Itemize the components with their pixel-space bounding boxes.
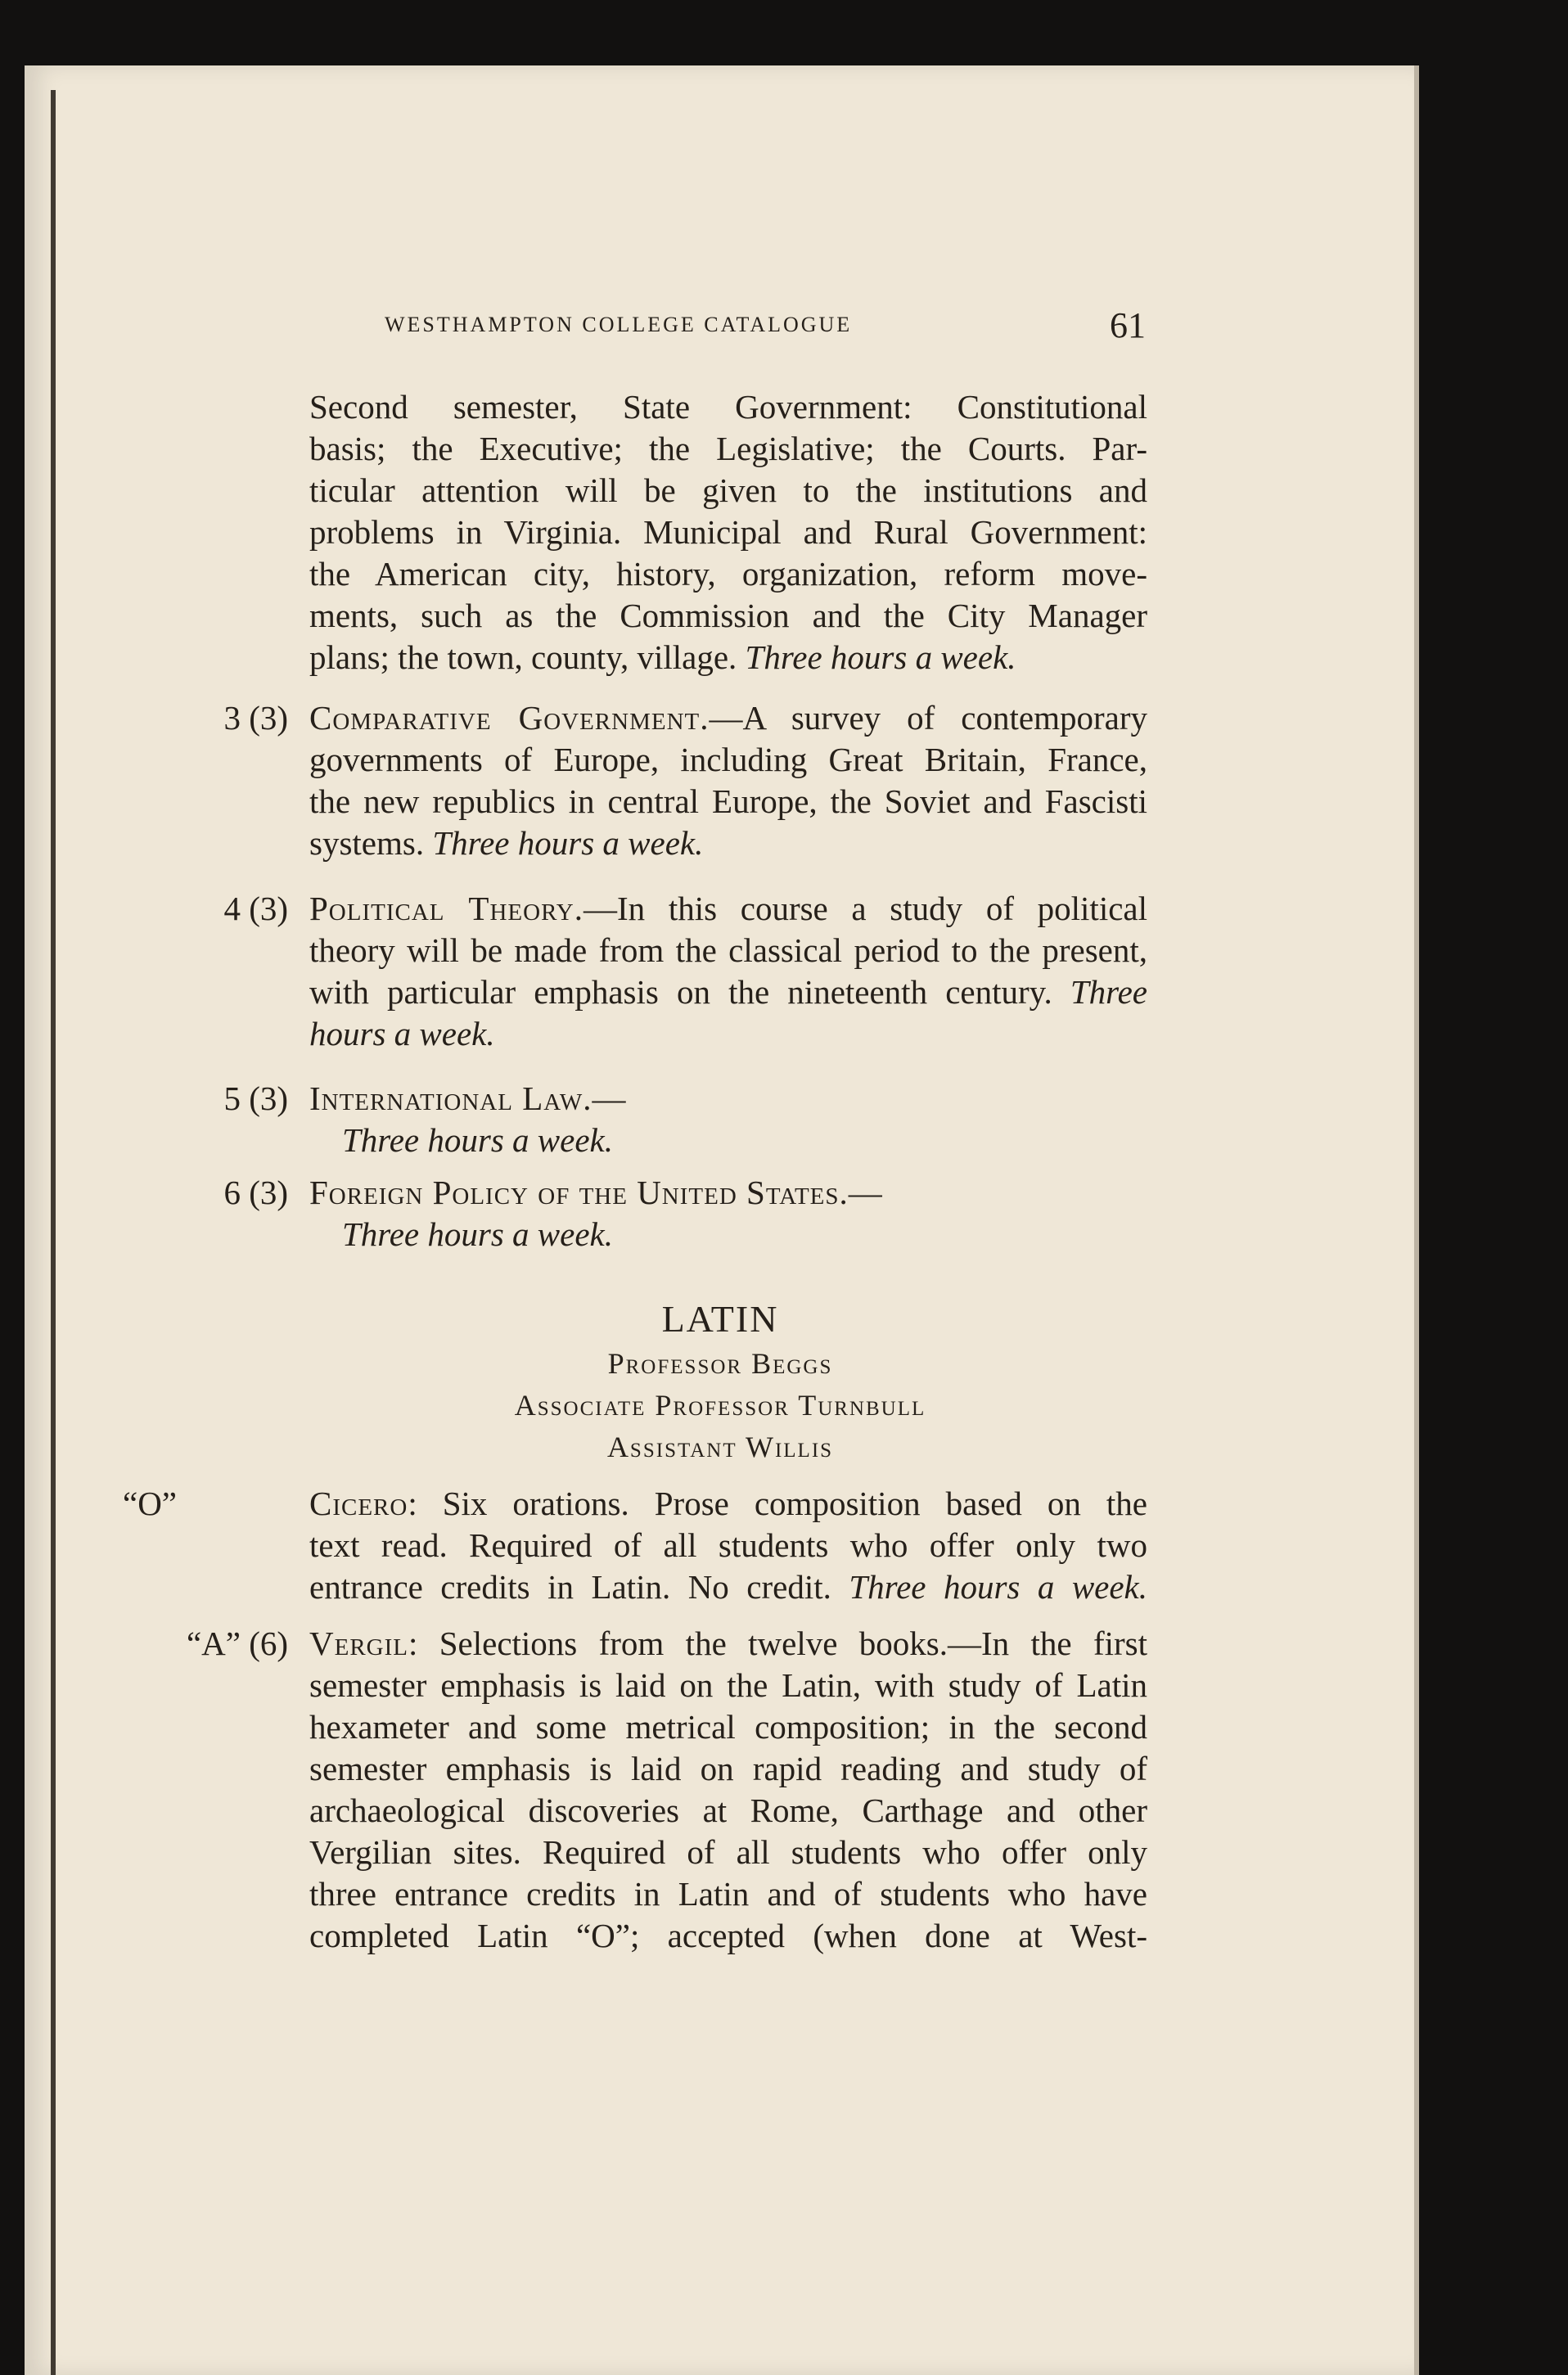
text-line: semester emphasis is laid on the Latin, with study of Latin bbox=[309, 1666, 1147, 1704]
text-line bbox=[309, 888, 1147, 930]
text-line bbox=[309, 1078, 1147, 1120]
text-line: theory will be made from the classical period to the present, bbox=[309, 931, 1147, 969]
text-line: the new republics in central Europe, the Soviet and Fascisti bbox=[309, 782, 1147, 820]
course-number: 6 (3) bbox=[223, 1174, 288, 1211]
text-line: completed Latin “O”; accepted (when done at West- bbox=[309, 1917, 1147, 1954]
course-title: Foreign Policy of the United States. bbox=[309, 1174, 849, 1211]
text-line: problems in Virginia. Municipal and Rural Government: bbox=[309, 513, 1147, 551]
course-number: “A” (6) bbox=[186, 1625, 288, 1662]
course-title: Political Theory. bbox=[309, 890, 584, 927]
text-line: ments, such as the Commission and the City Manager bbox=[309, 597, 1147, 634]
course-number: “O” bbox=[123, 1485, 178, 1522]
course-entry bbox=[309, 1483, 1147, 1608]
page-edge bbox=[1414, 65, 1419, 2375]
running-title: WESTHAMPTON COLLEGE CATALOGUE bbox=[385, 313, 853, 336]
text-line: hexameter and some metrical composition; in the second bbox=[309, 1708, 1147, 1746]
staff-name: Professor Beggs bbox=[607, 1347, 833, 1380]
section-heading: LATIN bbox=[661, 1298, 779, 1340]
text-run: with particular emphasis on the nineteenth century. bbox=[309, 973, 1052, 1011]
course-entry bbox=[309, 888, 1147, 1055]
course-title: Cicero bbox=[309, 1485, 408, 1522]
course-title: Vergil bbox=[309, 1625, 408, 1662]
text-line: three entrance credits in Latin and of students who have bbox=[309, 1875, 1147, 1913]
course-title: International Law. bbox=[309, 1079, 593, 1117]
text-line bbox=[309, 822, 1147, 864]
text-run: systems. bbox=[309, 824, 425, 862]
text-run: : Selections from the twelve books.—In the first bbox=[408, 1625, 1147, 1662]
text-line: basis; the Executive; the Legislative; the Courts. Par- bbox=[309, 430, 1147, 467]
hours-text: Three bbox=[1070, 973, 1148, 1011]
course-entry bbox=[309, 1623, 1147, 1957]
text-run: —In this course a study of political bbox=[583, 890, 1148, 927]
hours-text: Three hours a week. bbox=[849, 1568, 1148, 1606]
intro-paragraph bbox=[309, 386, 1147, 678]
hours-text: hours a week. bbox=[309, 1015, 495, 1052]
text-line: ticular attention will be given to the institutions and bbox=[309, 471, 1147, 509]
text-line bbox=[309, 1623, 1147, 1665]
text-line: semester emphasis is laid on rapid reading and study of bbox=[309, 1750, 1147, 1787]
course-number: 4 (3) bbox=[223, 890, 288, 927]
text-line bbox=[309, 971, 1147, 1013]
text-line: Second semester, State Government: Constitutional bbox=[309, 388, 1147, 426]
hours-text: Three hours a week. bbox=[432, 824, 704, 862]
text-run: : Six orations. Prose composition based on the bbox=[408, 1485, 1147, 1522]
text-run: — bbox=[592, 1079, 626, 1117]
course-entry bbox=[309, 1078, 1147, 1161]
staff-name: Assistant Willis bbox=[606, 1431, 834, 1463]
text-line: Vergilian sites. Required of all students who offer only bbox=[309, 1833, 1147, 1871]
course-number: 5 (3) bbox=[223, 1079, 288, 1117]
page-number: 61 bbox=[1110, 305, 1146, 345]
course-entry bbox=[309, 1172, 1147, 1255]
text-line bbox=[309, 1483, 1147, 1525]
text-line bbox=[309, 1172, 1147, 1214]
text-line: archaeological discoveries at Rome, Carthage and other bbox=[309, 1791, 1147, 1829]
text-line: governments of Europe, including Great Britain, France, bbox=[309, 741, 1147, 778]
course-entry bbox=[309, 697, 1147, 864]
text-run: entrance credits in Latin. No credit. bbox=[309, 1568, 831, 1606]
page-gutter-shadow bbox=[51, 90, 56, 2375]
text-line bbox=[309, 1566, 1147, 1608]
staff-name: Associate Professor Turnbull bbox=[514, 1389, 926, 1422]
text-line bbox=[309, 637, 1147, 678]
course-number: 3 (3) bbox=[223, 699, 288, 737]
text-line bbox=[309, 697, 1147, 739]
hours-text: Three hours a week. bbox=[342, 1121, 613, 1159]
text-run: plans; the town, county, village. bbox=[309, 638, 737, 676]
text-run: — bbox=[848, 1174, 882, 1211]
course-title: Comparative Government. bbox=[309, 699, 710, 737]
hours-text: Three hours a week. bbox=[342, 1215, 613, 1253]
hours-text: Three hours a week. bbox=[745, 638, 1016, 676]
text-run: —A survey of contemporary bbox=[709, 699, 1147, 737]
text-line: the American city, history, organization, reform move- bbox=[309, 555, 1147, 593]
text-line: text read. Required of all students who offer only two bbox=[309, 1526, 1147, 1564]
